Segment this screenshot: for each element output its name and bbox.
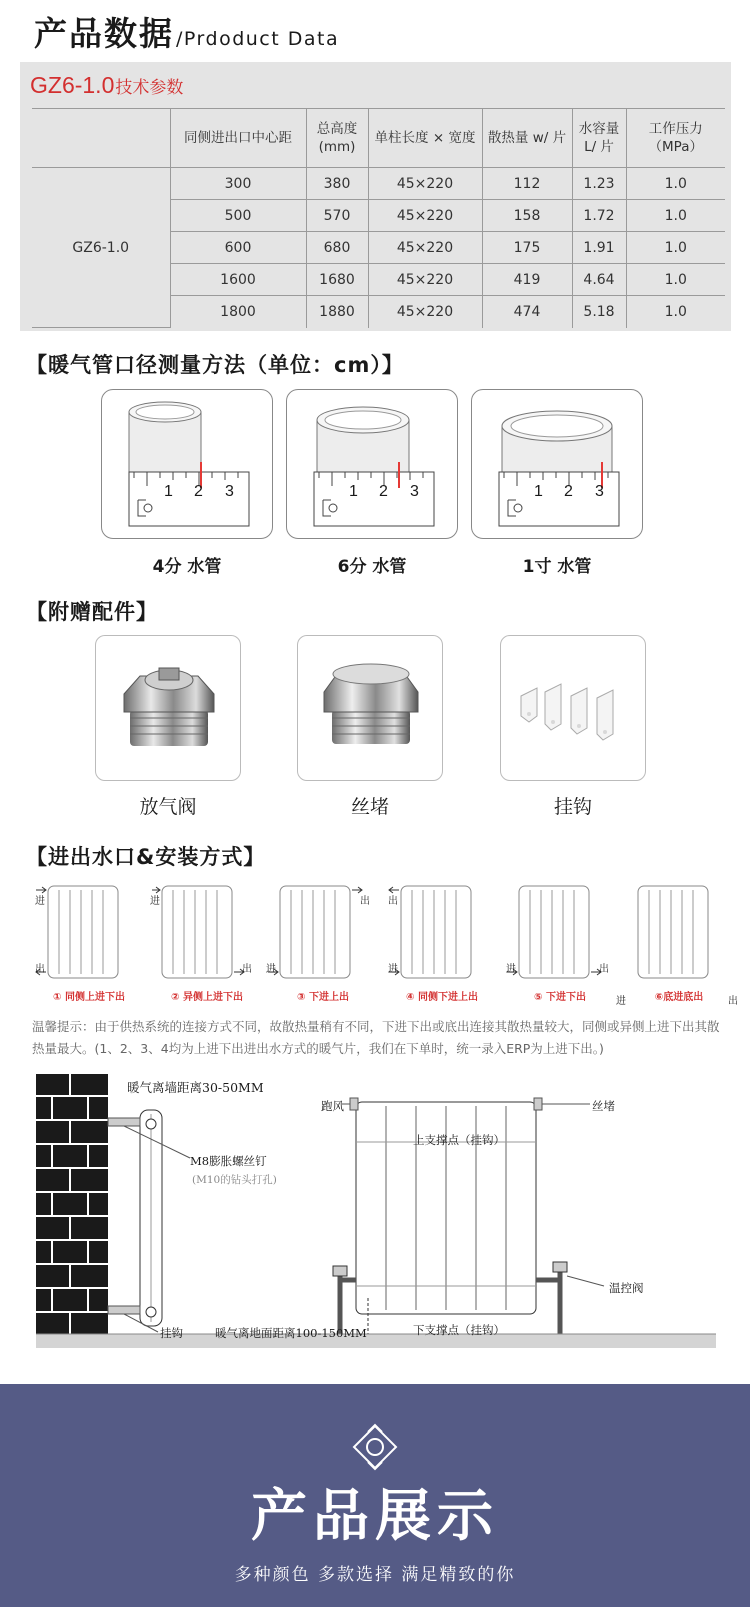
ruler-number: 3	[410, 483, 419, 500]
pipe-label-6fen: 6分 水管	[337, 557, 407, 577]
in-label: 进	[266, 964, 276, 975]
banner-title: 产品展示	[251, 1484, 499, 1549]
banner-subtitle: 多种颜色 多款选择 满足精致的你	[234, 1565, 516, 1585]
in-label: 进	[616, 996, 626, 1007]
out-label: 出	[728, 996, 738, 1007]
out-label: 出	[360, 896, 370, 907]
table-row	[32, 168, 725, 200]
plug-image	[298, 636, 444, 782]
in-label: 进	[388, 964, 398, 975]
radiator-icon	[387, 880, 497, 990]
radiator-icon	[624, 880, 734, 990]
connection-diagram-1	[34, 880, 144, 1005]
in-label: 进	[35, 896, 45, 907]
connection-diagram-5	[505, 880, 615, 1005]
table-cell: 1600	[170, 264, 306, 296]
connection-caption: ⑥底进底出	[654, 992, 704, 1003]
table-cell: 45×220	[368, 232, 482, 264]
plug-label: 丝堵	[592, 1099, 615, 1113]
pipe-card-6fen	[286, 389, 458, 539]
lower-support-label: 下支撑点（挂钩）	[413, 1323, 505, 1337]
table-cell: 175	[482, 232, 572, 264]
spec-title-model: GZ6-1.0	[30, 72, 115, 98]
table-cell: 1.0	[626, 232, 725, 264]
spec-header-row	[32, 109, 725, 168]
pipe-card-4fen	[101, 389, 273, 539]
ruler-number: 1	[164, 483, 173, 500]
accessory-card-vent-valve	[95, 635, 241, 781]
spec-header-cell: 同侧进出口中心距	[170, 109, 306, 168]
ruler-number: 3	[595, 483, 604, 500]
page-header	[34, 12, 339, 52]
in-label: 进	[506, 964, 516, 975]
page-title-en: /Prdoduct Data	[176, 28, 340, 50]
connection-diagram-4	[387, 880, 497, 1005]
ruler-number: 3	[225, 483, 234, 500]
pipe-label-1cun: 1寸 水管	[522, 557, 592, 577]
spec-header-cell: 散热量 w/ 片	[482, 109, 572, 168]
connection-diagram-6	[616, 880, 738, 1007]
diamond-logo-icon	[0, 1384, 750, 1484]
table-cell: 45×220	[368, 296, 482, 328]
spec-header-cell: 工作压力 （MPa）	[626, 109, 725, 168]
table-cell: 1.0	[626, 168, 725, 200]
table-cell: 380	[306, 168, 368, 200]
product-showcase-banner	[0, 1384, 750, 1607]
connection-caption: ⑤ 下进下出	[534, 992, 586, 1003]
pipe-card-1cun	[471, 389, 643, 539]
wall-distance-label: 暖气离墙距离30-50MM	[127, 1080, 264, 1095]
screw-label: M8膨胀螺丝钉	[190, 1154, 267, 1168]
accessory-label-plug: 丝堵	[350, 796, 389, 818]
table-cell: 300	[170, 168, 306, 200]
ruler-number: 2	[379, 483, 388, 500]
upper-support-label: 上支撑点（挂钩）	[413, 1133, 505, 1147]
spec-header-cell: 单柱长度 × 宽度	[368, 109, 482, 168]
table-cell: 1.91	[572, 232, 626, 264]
vent-label: 跑风	[321, 1099, 344, 1113]
table-cell: 600	[170, 232, 306, 264]
pipe-4fen-illustration	[102, 390, 274, 540]
pipe-label-4fen: 4分 水管	[152, 557, 222, 577]
vent-valve-image	[96, 636, 242, 782]
accessory-label-vent-valve: 放气阀	[139, 796, 197, 818]
table-cell: 1.0	[626, 296, 725, 328]
valve-label: 温控阀	[609, 1281, 644, 1295]
out-label: 出	[242, 964, 252, 975]
table-cell: 5.18	[572, 296, 626, 328]
spec-header-cell: 水容量 L/ 片	[572, 109, 626, 168]
table-cell: 158	[482, 200, 572, 232]
hook-image	[501, 636, 647, 782]
table-cell: 474	[482, 296, 572, 328]
table-cell: 1.23	[572, 168, 626, 200]
table-cell: 45×220	[368, 200, 482, 232]
ruler-number: 2	[564, 483, 573, 500]
ruler-number: 1	[349, 483, 358, 500]
spec-title-sub: 技术参数	[115, 78, 184, 97]
table-cell: 45×220	[368, 168, 482, 200]
connection-diagram-2	[152, 880, 262, 1005]
table-cell: 1.0	[626, 200, 725, 232]
out-label: 出	[599, 964, 609, 975]
accessory-card-hook	[500, 635, 646, 781]
table-cell: 112	[482, 168, 572, 200]
connection-tip: 温馨提示：由于供热系统的连接方式不同，故散热量稍有不同，下进下出或底出连接其散热量较大，同侧或异侧上进下出其散热量最大。(1、2、3、4均为上进下出进出水方式的暖气片，我们在下单时，统一录入ERP为上进下出。)	[32, 1019, 720, 1056]
spec-title	[30, 72, 183, 99]
table-cell: 1680	[306, 264, 368, 296]
floor-distance-label: 暖气离地面距离100-150MM	[215, 1326, 367, 1340]
spec-panel	[20, 62, 731, 331]
spec-model-cell: GZ6-1.0	[32, 168, 170, 328]
table-cell: 1800	[170, 296, 306, 328]
table-cell: 570	[306, 200, 368, 232]
spec-header-cell	[32, 109, 170, 168]
out-label: 出	[35, 964, 45, 975]
table-cell: 680	[306, 232, 368, 264]
connection-caption: ③ 下进上出	[297, 992, 349, 1003]
connection-caption: ② 异侧上进下出	[171, 992, 243, 1003]
connection-section-title: 【进出水口&安装方式】	[26, 845, 266, 869]
spec-header-cell: 总高度 (mm)	[306, 109, 368, 168]
in-label: 进	[150, 896, 160, 907]
table-cell: 500	[170, 200, 306, 232]
pipe-section-title: 【暖气管口径测量方法（单位：cm）】	[26, 353, 404, 377]
accessory-section-title: 【附赠配件】	[26, 600, 158, 624]
ruler-number: 1	[534, 483, 543, 500]
ruler-number: 2	[194, 483, 203, 500]
table-cell: 1.72	[572, 200, 626, 232]
connection-diagram-3	[268, 880, 378, 1005]
out-label: 出	[388, 896, 398, 907]
table-cell: 419	[482, 264, 572, 296]
connection-caption: ④ 同侧下进上出	[406, 992, 478, 1003]
accessory-label-hook: 挂钩	[553, 796, 592, 818]
hook-label: 挂钩	[160, 1326, 183, 1340]
accessory-card-plug	[297, 635, 443, 781]
connection-caption: ① 同侧上进下出	[53, 992, 125, 1003]
pipe-6fen-illustration	[287, 390, 459, 540]
radiator-icon	[34, 880, 144, 990]
table-cell: 4.64	[572, 264, 626, 296]
install-diagram	[0, 1066, 750, 1386]
screw-note: (M10的钻头打孔)	[192, 1174, 277, 1186]
page-title: 产品数据	[34, 14, 174, 53]
pipe-1cun-illustration	[472, 390, 644, 540]
install-illustration	[0, 1066, 750, 1386]
table-cell: 45×220	[368, 264, 482, 296]
spec-table	[32, 108, 725, 328]
table-cell: 1880	[306, 296, 368, 328]
table-cell: 1.0	[626, 264, 725, 296]
